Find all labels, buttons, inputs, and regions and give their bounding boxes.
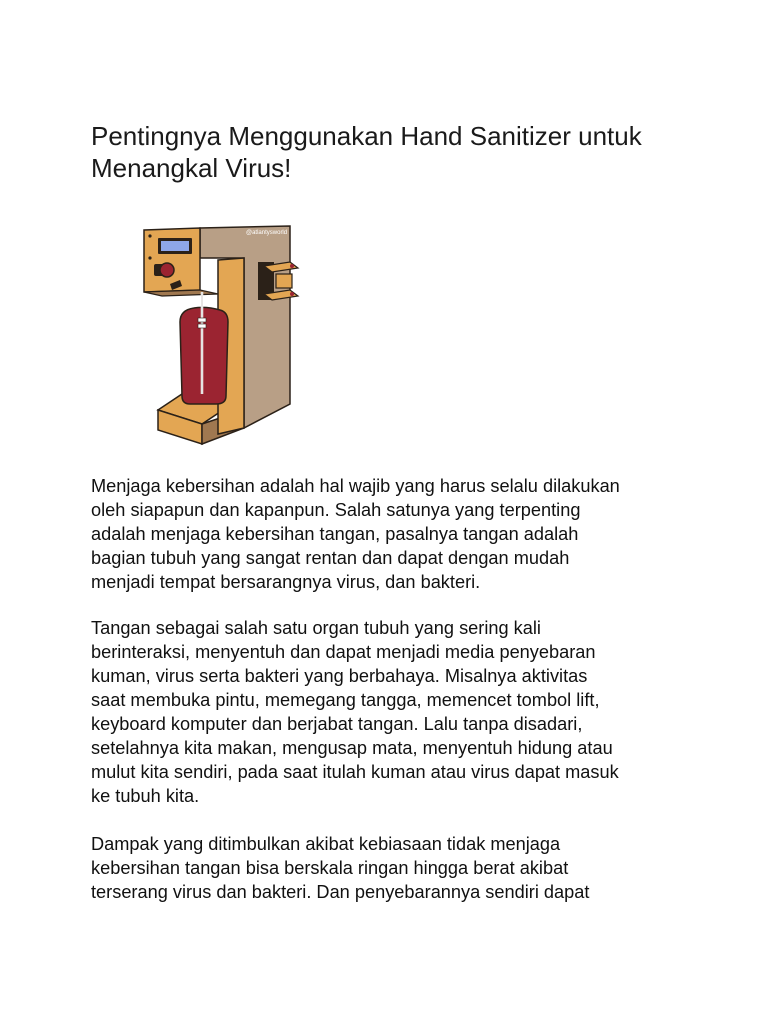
hand-sanitizer-dispenser-illustration bbox=[140, 218, 310, 450]
top-housing-front bbox=[144, 228, 200, 292]
lcd-screen bbox=[161, 241, 189, 251]
paragraph: Dampak yang ditimbulkan akibat kebiasaan tidak menjaga kebersihan tangan bisa berskala ringan hingga berat akibat terserang virus dan bakteri. Dan penyebarannya sendiri dapat bbox=[91, 834, 590, 902]
dispenser-knob bbox=[160, 263, 174, 277]
paragraph: Tangan sebagai salah satu organ tubuh yang sering kali berinteraksi, menyentuh dan dapat menjadi media penyebaran kuman, virus serta bakteri yang berbahaya. Misalnya aktivitas saat membuka pintu, memegang tangga, memencet tombol lift, keyboard komputer dan berjabat tangan. Lalu tanpa disadari, setelahnya kita makan, mengusap mata, menyentuh hidung atau mulut kita sendiri, pada saat itulah kuman atau virus dapat masuk ke tubuh kita. bbox=[91, 618, 619, 806]
paragraph: Menjaga kebersihan adalah hal wajib yang harus selalu dilakukan oleh siapapun dan kapanpun. Salah satunya yang terpenting adalah menjaga kebersihan tangan, pasalnya tangan adalah bagian tubuh yang sangat rentan dan dapat dengan mudah menjadi tempat bersarangnya virus, dan bakteri. bbox=[91, 476, 620, 592]
illustration-watermark: @atlantysworld bbox=[246, 230, 288, 236]
document-title: Pentingnya Menggunakan Hand Sanitizer untuk Menangkal Virus! bbox=[91, 121, 642, 183]
